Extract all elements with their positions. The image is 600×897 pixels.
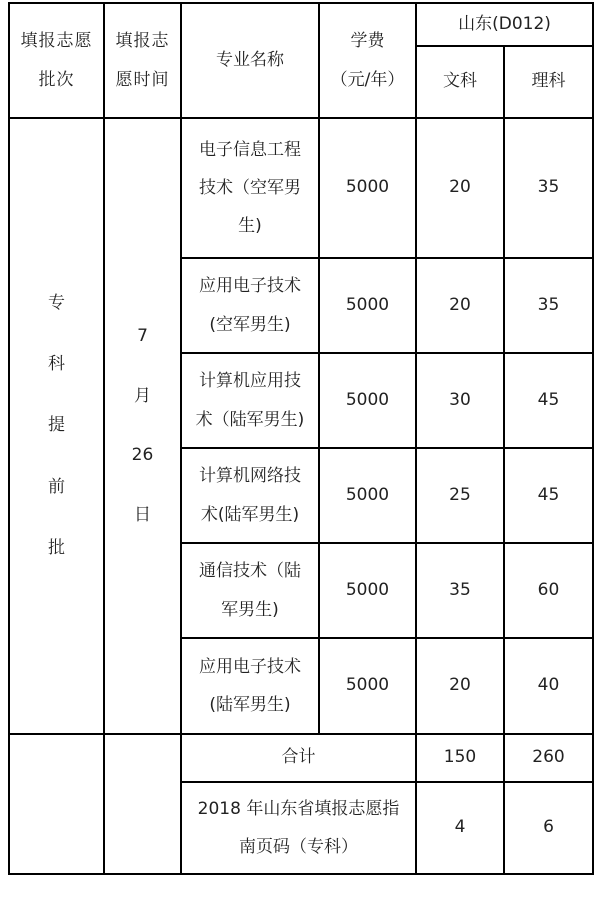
arts-value: 20 — [416, 118, 504, 258]
header-time: 填报志 愿时间 — [104, 3, 181, 118]
major-name: 通信技术（陆 军男生) — [181, 543, 319, 638]
science-value: 40 — [504, 638, 593, 734]
date-label: 7 月 26 日 — [104, 118, 181, 734]
total-label: 合计 — [181, 734, 416, 782]
total-row — [9, 734, 593, 782]
arts-value: 20 — [416, 638, 504, 734]
admission-table — [8, 2, 594, 875]
arts-value: 20 — [416, 258, 504, 353]
guide-label: 2018 年山东省填报志愿指 南页码（专科） — [181, 782, 416, 874]
header-region: 山东(D012) — [416, 3, 593, 46]
fee-value: 5000 — [319, 353, 416, 448]
table-row — [9, 118, 593, 258]
total-arts: 150 — [416, 734, 504, 782]
fee-value: 5000 — [319, 118, 416, 258]
header-batch: 填报志愿 批次 — [9, 3, 104, 118]
science-value: 45 — [504, 448, 593, 543]
guide-arts: 4 — [416, 782, 504, 874]
fee-value: 5000 — [319, 448, 416, 543]
major-name: 电子信息工程 技术（空军男 生) — [181, 118, 319, 258]
total-science: 260 — [504, 734, 593, 782]
major-name: 计算机应用技 术（陆军男生) — [181, 353, 319, 448]
arts-value: 25 — [416, 448, 504, 543]
science-value: 60 — [504, 543, 593, 638]
header-row-1 — [9, 3, 593, 46]
header-science: 理科 — [504, 46, 593, 118]
fee-value: 5000 — [319, 258, 416, 353]
science-value: 35 — [504, 258, 593, 353]
major-name: 应用电子技术 (空军男生) — [181, 258, 319, 353]
blank-cell — [9, 734, 104, 874]
fee-value: 5000 — [319, 543, 416, 638]
guide-science: 6 — [504, 782, 593, 874]
major-name: 计算机网络技 术(陆军男生) — [181, 448, 319, 543]
arts-value: 30 — [416, 353, 504, 448]
header-major: 专业名称 — [181, 3, 319, 118]
fee-value: 5000 — [319, 638, 416, 734]
major-name: 应用电子技术 (陆军男生) — [181, 638, 319, 734]
header-fee: 学费 （元/年） — [319, 3, 416, 118]
arts-value: 35 — [416, 543, 504, 638]
science-value: 45 — [504, 353, 593, 448]
header-arts: 文科 — [416, 46, 504, 118]
batch-label: 专 科 提 前 批 — [9, 118, 104, 734]
science-value: 35 — [504, 118, 593, 258]
blank-cell — [104, 734, 181, 874]
